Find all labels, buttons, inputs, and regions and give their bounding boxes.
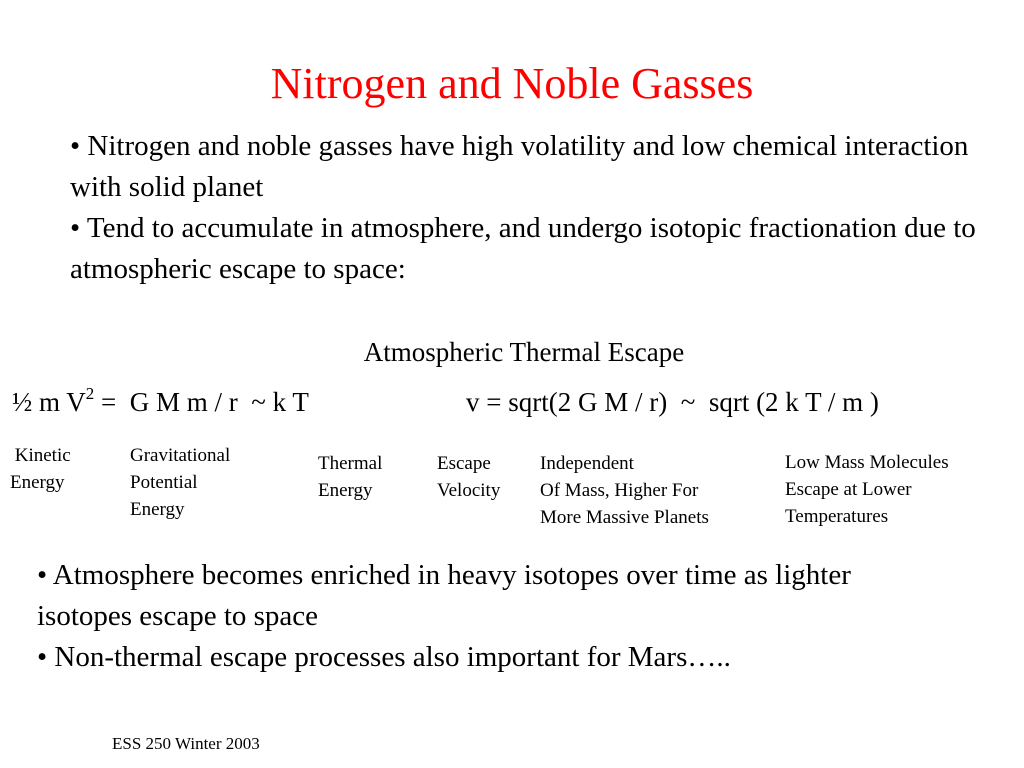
note-low-mass-molecules: Low Mass Molecules Escape at Lower Temperatures [785, 452, 949, 527]
bullet-volatility: • Nitrogen and noble gasses have high volatility and low chemical interaction with solid planet [70, 130, 969, 203]
equation-kinetic-term: ½ m V [12, 387, 86, 417]
note-thermal-energy: Thermal Energy [318, 453, 383, 501]
bullet-non-thermal-escape: • Non-thermal escape processes also important for Mars….. [37, 641, 731, 673]
note-kinetic-energy: Kinetic Energy [10, 445, 71, 493]
note-escape-velocity: Escape Velocity [437, 453, 501, 501]
bullet-fractionation: • Tend to accumulate in atmosphere, and undergo isotopic fractionation due to atmospheric escape to space: [70, 212, 976, 285]
equation-potential-thermal-terms: = G M m / r ~ k T [94, 387, 309, 417]
note-mass-independent: Independent Of Mass, Higher For More Massive Planets [540, 453, 709, 528]
equation-heading: Atmospheric Thermal Escape [363, 337, 685, 367]
bullet-heavy-isotopes: • Atmosphere becomes enriched in heavy isotopes over time as lighter isotopes escape to space [37, 559, 851, 632]
energy-balance-equation [12, 383, 309, 421]
slide-footer: ESS 250 Winter 2003 [112, 734, 260, 753]
top-bullet-list [70, 126, 990, 290]
note-gravitational-potential-energy: Gravitational Potential Energy [130, 445, 231, 520]
slide-title: Nitrogen and Noble Gasses [270, 59, 754, 108]
escape-velocity-equation: v = sqrt(2 G M / r) ~ sqrt (2 k T / m ) [466, 387, 879, 417]
equation-exponent: 2 [85, 384, 95, 403]
bottom-bullet-list [37, 555, 937, 678]
